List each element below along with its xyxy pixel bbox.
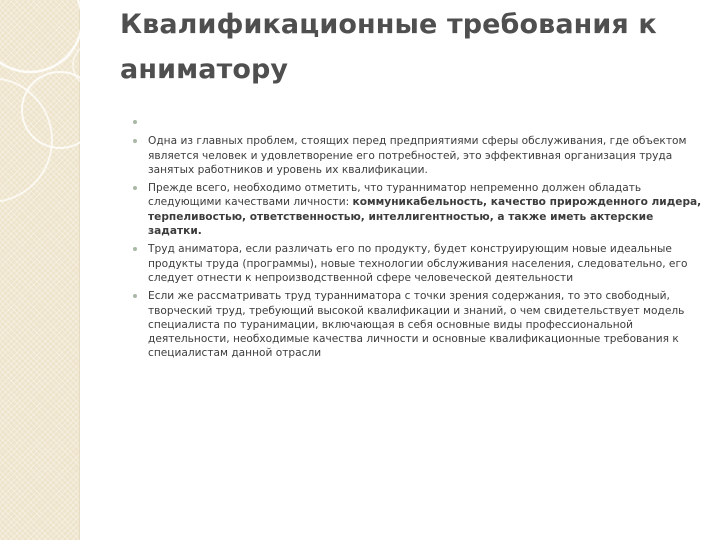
- bullet-list: [132, 115, 704, 365]
- bullet-bold-text: коммуникабельность, качество прирожденного лидера, терпеливостью, ответственностью, интеллигентностью, а также иметь актерские задатки.: [148, 196, 702, 238]
- bullet-text: Труд аниматора, если различать его по продукту, будет конструирующим новые идеальные продукты труда (программы), новые технологии обслуживания населения, следовательно, его следует отнести к непроизводственной сфере человеческой деятельности: [148, 243, 688, 284]
- list-item: [132, 181, 704, 238]
- bullet-dot-icon: [133, 120, 137, 124]
- bullet-text: Прежде всего, необходимо отметить, что туранниматор непременно должен обладать следующими качествами личности:: [148, 182, 642, 209]
- list-item: [132, 289, 704, 360]
- bullet-dot-icon: [133, 186, 137, 190]
- list-item: [132, 134, 704, 177]
- bullet-text: Одна из главных проблем, стоящих перед предприятиями сферы обслуживания, где объектом является человек и удовлетворение его потребностей, это эффективная организация труда занятых работников и уровень их квалификации.: [148, 135, 687, 176]
- bullet-dot-icon: [133, 139, 137, 143]
- list-item: [132, 115, 704, 129]
- bullet-dot-icon: [133, 294, 137, 298]
- bullet-dot-icon: [133, 247, 137, 251]
- bullet-text: Если же рассматривать труд туранниматора с точки зрения содержания, то это свободный, творческий труд, требующий высокой квалификации и знаний, о чем свидетельствует модель специалиста по туранимации, включающая в себя основные виды профессиональной деятельности, необходимые качества личности и основные квалификационные требования к специалистам данной отрасли: [148, 290, 685, 360]
- slide-title: Квалификационные требования к аниматору: [120, 9, 657, 85]
- list-item: [132, 242, 704, 285]
